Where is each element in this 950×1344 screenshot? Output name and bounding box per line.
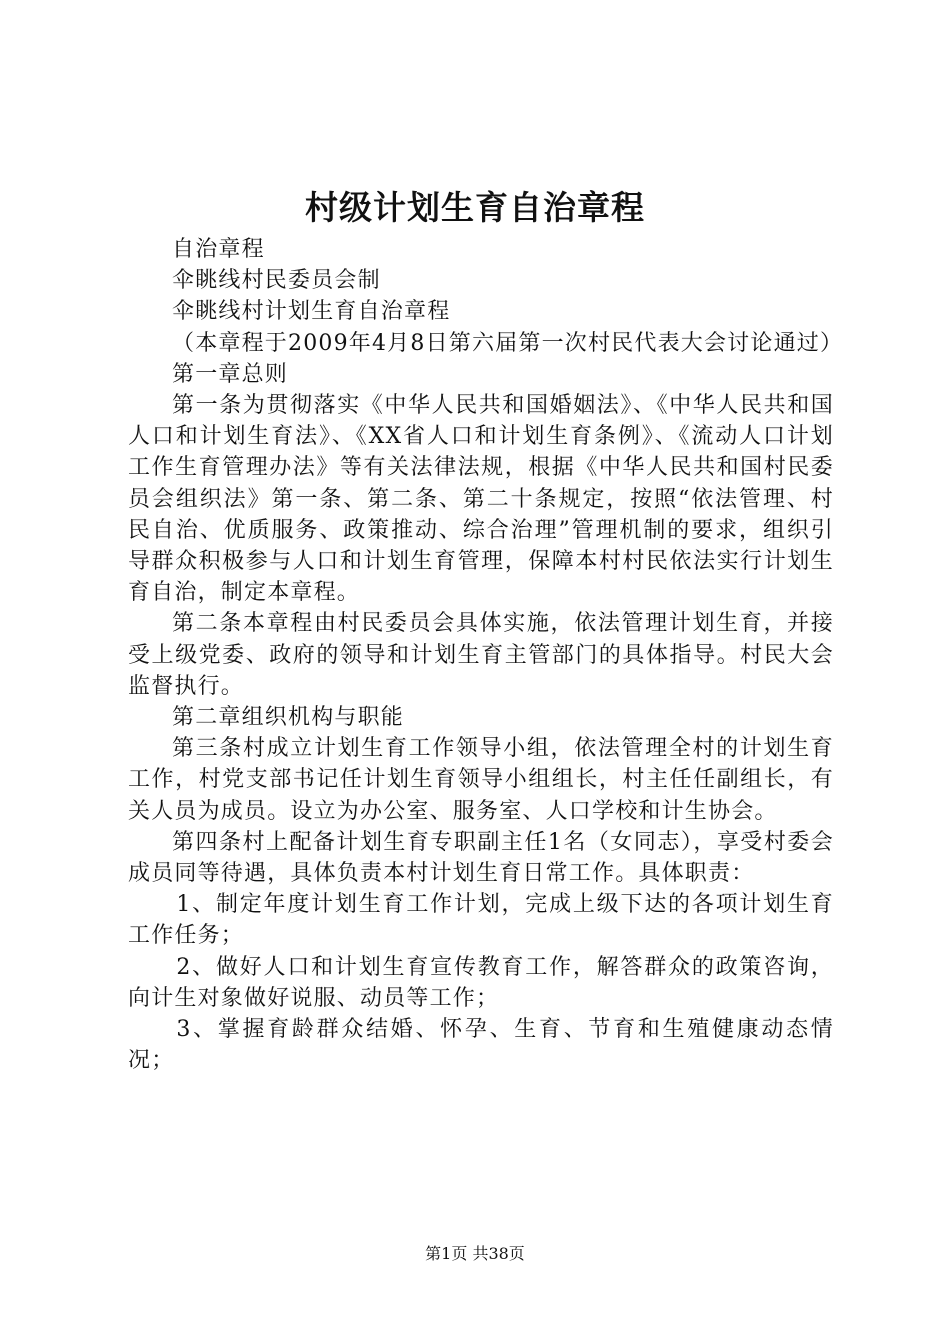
paragraph: 第三条村成立计划生育工作领导小组，依法管理全村的计划生育工作，村党支部书记任计划生育领导小组组长，村主任任副组长，有关人员为成员。设立为办公室、服务室、人口学校和计生协会。 (128, 736, 834, 824)
document-title: 村级计划生育自治章程 (305, 188, 645, 227)
paragraph: 第二条本章程由村民委员会具体实施，依法管理计划生育，并接受上级党委、政府的领导和计划生育主管部门的具体指导。村民大会监督执行。 (128, 611, 834, 699)
list-item: 2、做好人口和计划生育宣传教育工作，解答群众的政策咨询，向计生对象做好说服、动员等工作； (128, 954, 834, 1011)
chapter-heading: 第一章总则 (172, 361, 289, 387)
page-number: 第1页 共38页 (425, 1244, 525, 1263)
paragraph: 自治章程 (172, 237, 265, 262)
paragraph: 第四条村上配备计划生育专职副主任1名（女同志），享受村委会成员同等待遇，具体负责本村计划生育日常工作。具体职责： (128, 829, 834, 887)
list-item: 3、掌握育龄群众结婚、怀孕、生育、节育和生殖健康动态情况； (128, 1017, 834, 1074)
paragraph: 伞眺线村计划生育自治章程 (172, 299, 451, 325)
chapter-heading: 第二章组织机构与职能 (172, 705, 405, 731)
paragraph: （本章程于2009年4月8日第六届第一次村民代表大会讨论通过） (172, 330, 844, 356)
paragraph: 第一条为贯彻落实《中华人民共和国婚姻法》、《中华人民共和国人口和计划生育法》、《XX省人口和计划生育条例》、《流动人口计划工作生育管理办法》等有关法律法规，根据《中华人民共和国村民委员会组织法》第一条、第二条、第二十条规定，按照“依法管理、村民自治、优质服务、政策推动、综合治理”管理机制的要求，组织引导群众积极参与人口和计划生育管理，保障本村村民依法实行计划生育自治，制定本章程。 (128, 393, 834, 606)
list-item: 1、制定年度计划生育工作计划，完成上级下达的各项计划生育工作任务； (128, 892, 834, 949)
document-body (128, 234, 844, 1076)
paragraph: 伞眺线村民委员会制 (172, 268, 381, 294)
